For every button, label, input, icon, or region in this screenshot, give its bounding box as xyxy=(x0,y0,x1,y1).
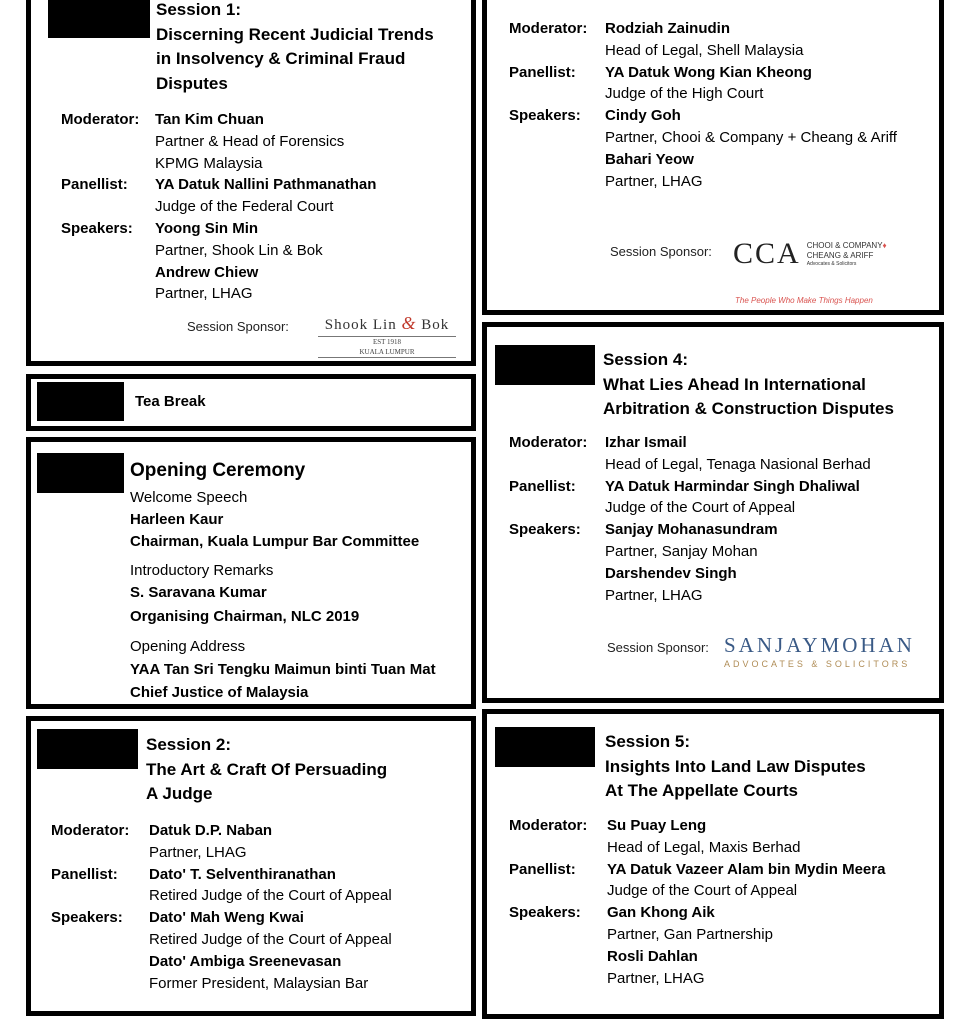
speaker-role: Partner, LHAG xyxy=(605,172,703,190)
session4-card xyxy=(482,322,944,703)
logo-location: KUALA LUMPUR xyxy=(359,348,415,356)
session-title-line: At The Appellate Courts xyxy=(605,781,798,800)
speaker-role: Partner, LHAG xyxy=(607,969,705,987)
speakers-label: Speakers: xyxy=(51,909,123,927)
panellist-name: YA Datuk Nallini Pathmanathan xyxy=(155,176,377,194)
panellist-label: Panellist: xyxy=(509,860,576,878)
address-name: YAA Tan Sri Tengku Maimun binti Tuan Mat xyxy=(130,661,436,678)
session-heading: Session 2: xyxy=(146,735,232,754)
redacted-time-block xyxy=(495,345,595,385)
moderator-name: Izhar Ismail xyxy=(605,434,687,451)
cca-tagline: The People Who Make Things Happen xyxy=(735,296,873,305)
panellist-name: YA Datuk Harmindar Singh Dhaliwal xyxy=(605,477,860,495)
logo-subtext: Advocates & Solicitors xyxy=(806,261,857,267)
moderator-role: Partner, LHAG xyxy=(149,843,247,861)
opening-title: Opening Ceremony xyxy=(130,460,306,481)
session2-roles xyxy=(51,820,392,994)
speaker-name: Rosli Dahlan xyxy=(607,947,698,965)
speaker-name: Yoong Sin Min xyxy=(155,219,259,237)
logo-text: CHOOI & COMPANY xyxy=(806,241,883,250)
speakers-label: Speakers: xyxy=(61,219,133,237)
session4-title xyxy=(603,348,894,422)
speaker-name: Dato' Ambiga Sreenevasan xyxy=(149,952,342,970)
logo-text: Bok xyxy=(421,317,450,333)
redacted-time-block xyxy=(48,0,150,38)
redacted-time-block xyxy=(37,382,124,421)
speaker-name: Cindy Goh xyxy=(605,107,681,125)
session-heading: Session 1: xyxy=(156,0,242,19)
speaker-role: Former President, Malaysian Bar xyxy=(149,974,369,992)
shook-lin-bok-logo xyxy=(312,313,462,358)
tea-break-card xyxy=(26,374,476,431)
logo-text: Shook Lin xyxy=(324,317,397,333)
redacted-time-block xyxy=(495,727,595,767)
redacted-time-block xyxy=(37,453,124,493)
moderator-name: Datuk D.P. Naban xyxy=(149,822,273,839)
speaker-role: Partner, Shook Lin & Bok xyxy=(155,241,323,259)
speaker-name: Bahari Yeow xyxy=(605,150,694,168)
panellist-role: Judge of the High Court xyxy=(605,85,764,103)
session3-card xyxy=(482,0,944,315)
intro-label: Introductory Remarks xyxy=(130,562,274,579)
panellist-label: Panellist: xyxy=(509,63,576,81)
logo-subtext: ADVOCATES & SOLICITORS xyxy=(724,659,911,669)
moderator-role: Head of Legal, Maxis Berhad xyxy=(607,838,801,856)
intro-role: Organising Chairman, NLC 2019 xyxy=(130,608,360,625)
session-sponsor-label: Session Sponsor: xyxy=(610,244,712,259)
moderator-label: Moderator: xyxy=(509,817,588,834)
speaker-role: Partner, LHAG xyxy=(605,586,703,604)
logo-ampersand: & xyxy=(401,313,417,333)
session5-card xyxy=(482,709,944,1019)
panellist-role: Judge of the Court of Appeal xyxy=(605,499,796,517)
moderator-role: Head of Legal, Tenaga Nasional Berhad xyxy=(605,455,871,473)
welcome-name: Harleen Kaur xyxy=(130,511,224,528)
session-title-line: A Judge xyxy=(146,784,213,803)
speakers-label: Speakers: xyxy=(509,521,581,539)
moderator-label: Moderator: xyxy=(61,111,140,128)
intro-name: S. Saravana Kumar xyxy=(130,584,267,601)
panellist-label: Panellist: xyxy=(51,865,118,883)
session-title-line: The Art & Craft Of Persuading xyxy=(146,759,388,779)
speakers-label: Speakers: xyxy=(509,107,581,125)
session-title-line: Insights Into Land Law Disputes xyxy=(605,756,866,776)
logo-text: SANJAYMOHAN xyxy=(724,633,915,657)
panellist-name: Dato' T. Selventhiranathan xyxy=(149,865,336,883)
session-heading: Session 5: xyxy=(605,732,691,751)
session-title-line: Discerning Recent Judicial Trends xyxy=(156,24,434,44)
speaker-name: Andrew Chiew xyxy=(155,263,259,281)
panellist-role: Retired Judge of the Court of Appeal xyxy=(149,887,392,905)
session5-title xyxy=(605,730,866,804)
speakers-label: Speakers: xyxy=(509,904,581,922)
panellist-name: YA Datuk Vazeer Alam bin Mydin Meera xyxy=(607,860,886,878)
logo-est: EST 1918 xyxy=(372,338,402,346)
speaker-name: Darshendev Singh xyxy=(605,564,737,582)
cca-mark: CCA xyxy=(733,237,801,270)
session5-roles xyxy=(509,815,885,989)
speaker-role: Partner, Gan Partnership xyxy=(607,925,773,943)
session-sponsor-label: Session Sponsor: xyxy=(607,640,709,655)
moderator-label: Moderator: xyxy=(509,434,588,451)
session1-roles xyxy=(61,109,376,305)
moderator-role: Head of Legal, Shell Malaysia xyxy=(605,41,804,59)
moderator-label: Moderator: xyxy=(509,20,588,37)
session4-roles xyxy=(509,432,871,606)
panellist-role: Judge of the Court of Appeal xyxy=(607,882,798,900)
tea-break-label: Tea Break xyxy=(135,393,206,410)
address-label: Opening Address xyxy=(130,638,246,655)
session2-card xyxy=(26,716,476,1016)
panellist-role: Judge of the Federal Court xyxy=(155,198,334,216)
panellist-label: Panellist: xyxy=(509,477,576,495)
speaker-name: Gan Khong Aik xyxy=(607,904,715,922)
logo-text: CHEANG & ARIFF xyxy=(806,251,874,260)
speaker-name: Dato' Mah Weng Kwai xyxy=(149,909,304,927)
address-role: Chief Justice of Malaysia xyxy=(130,684,309,701)
panellist-name: YA Datuk Wong Kian Kheong xyxy=(605,63,812,81)
session-sponsor-label: Session Sponsor: xyxy=(187,319,289,334)
session1-card xyxy=(26,0,476,366)
speaker-name: Sanjay Mohanasundram xyxy=(605,521,778,539)
speaker-role: Retired Judge of the Court of Appeal xyxy=(149,930,392,948)
speaker-role: Partner, LHAG xyxy=(155,285,253,303)
speaker-role: Partner, Chooi & Company + Cheang & Ariff xyxy=(605,128,897,146)
session-title-line: in Insolvency & Criminal Fraud xyxy=(156,49,406,68)
session-heading: Session 4: xyxy=(603,350,689,369)
speaker-role: Partner, Sanjay Mohan xyxy=(605,542,758,560)
moderator-role: KPMG Malaysia xyxy=(155,154,263,172)
moderator-label: Moderator: xyxy=(51,822,130,839)
session3-roles xyxy=(509,18,897,192)
session-title-line: What Lies Ahead In International xyxy=(603,374,866,394)
redacted-time-block xyxy=(37,729,138,769)
welcome-role: Chairman, Kuala Lumpur Bar Committee xyxy=(130,533,420,550)
moderator-name: Rodziah Zainudin xyxy=(605,20,730,37)
sanjay-mohan-logo xyxy=(724,633,924,669)
opening-ceremony-card xyxy=(26,437,476,709)
moderator-name: Tan Kim Chuan xyxy=(155,111,264,128)
session1-title xyxy=(156,0,434,96)
session-title-line: Disputes xyxy=(156,73,228,93)
moderator-role: Partner & Head of Forensics xyxy=(155,132,345,150)
session-title-line: Arbitration & Construction Disputes xyxy=(603,399,894,418)
session2-title xyxy=(146,733,387,807)
moderator-name: Su Puay Leng xyxy=(607,817,707,834)
welcome-label: Welcome Speech xyxy=(130,489,248,506)
panellist-label: Panellist: xyxy=(61,176,128,194)
cca-logo: CCA CHOOI & COMPANY♦ CHEANG & ARIFF Advocates & Solicitors xyxy=(733,237,887,270)
opening-details xyxy=(130,487,436,704)
